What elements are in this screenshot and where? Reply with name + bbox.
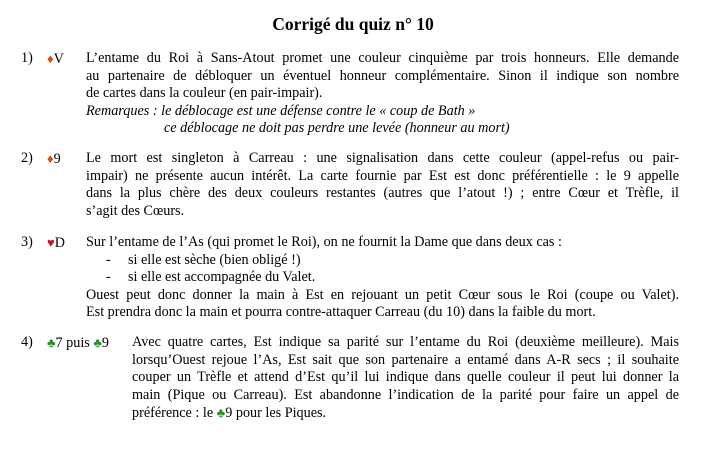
suit-card (47, 50, 64, 69)
text-line: impair) ne présente aucun intérêt. La carte fournie par Est est donc préférentielle : le 9 appelle (86, 167, 679, 184)
text-line: Ouest peut donc donner la main à Est en rejouant un petit Cœur sous le Roi (coupe ou Valet). (86, 286, 679, 303)
text-line: s’agit des Cœurs. (86, 202, 185, 219)
text-line: main (Pique ou Carreau). Est abandonne l’indication de la parité pour faire un appel de (132, 386, 679, 403)
text-line: couper un Trèfle et attend d’Est qu’il lui indique dans quelle couleur il peut lui donner la (132, 369, 679, 386)
text-line: Est prendra donc la main et pourra contre-attaquer Carreau (du 10) dans la faible du mort. (86, 304, 596, 321)
card-rank: 9 (225, 405, 233, 422)
text-line: de cartes dans la couleur (en pair-impair). (86, 85, 323, 102)
club-icon: ♣ (216, 405, 226, 421)
bullet-item: - si elle est accompagnée du Valet. (106, 269, 316, 286)
answer-number: 1) (21, 50, 33, 66)
answer-text (86, 150, 679, 220)
club-icon: ♣ (47, 335, 56, 350)
card-rank: 9 (53, 151, 61, 167)
diamond-icon: ♦ (47, 51, 54, 66)
answer-number: 2) (21, 150, 33, 166)
text-line: Le mort est singleton à Carreau : une signalisation dans cette couleur (appel-refus ou pair- (86, 150, 679, 166)
text-line: préférence : le ♣9 pour les Piques. (132, 405, 327, 422)
card-rank: 9 (101, 335, 109, 351)
club-icon: ♣ (93, 335, 102, 350)
answer-number: 4) (21, 334, 33, 350)
answer-number: 3) (21, 234, 33, 250)
text-line: au partenaire de débloquer un éventuel honneur complémentaire. Sinon il indique son nombre (86, 67, 679, 84)
text-line: Avec quatre cartes, Est indique sa parité sur l’entame du Roi (deuxième meilleure). Mais (132, 334, 679, 350)
suit-card (47, 234, 65, 253)
text-line: dans la plus chère des deux couleurs restantes (autres que l’atout !) ; entre Cœur et Trèfle, il (86, 185, 679, 202)
diamond-icon: ♦ (47, 151, 54, 166)
suit-separator: puis (62, 335, 94, 351)
page-title: Corrigé du quiz n° 10 (272, 14, 434, 34)
suit-card (47, 150, 61, 169)
heart-icon: ♥ (47, 235, 55, 250)
text-line: L’entame du Roi à Sans-Atout promet une couleur cinquième par trois honneurs. Elle demande (86, 50, 679, 66)
remark-line: ce déblocage ne doit pas perdre une levée (honneur au mort) (164, 120, 510, 137)
answer-text (132, 334, 679, 423)
card-rank: D (54, 235, 65, 251)
card-rank: V (53, 51, 64, 67)
card-rank: 7 (55, 335, 63, 351)
answer-text (86, 234, 679, 322)
suit-card (47, 334, 109, 353)
bullet-item: - si elle est sèche (bien obligé !) (106, 251, 301, 268)
text-line: Sur l’entame de l’As (qui promet le Roi), on ne fournit la Dame que dans deux cas : (86, 234, 562, 250)
text-line: lorsqu’Ouest rejoue l’As, Est sait que son partenaire a entamé dans A-R secs ; il souhaite (132, 351, 679, 368)
remark-line: Remarques : le déblocage est une défense contre le « coup de Bath » (86, 102, 476, 119)
answer-text (86, 50, 679, 138)
